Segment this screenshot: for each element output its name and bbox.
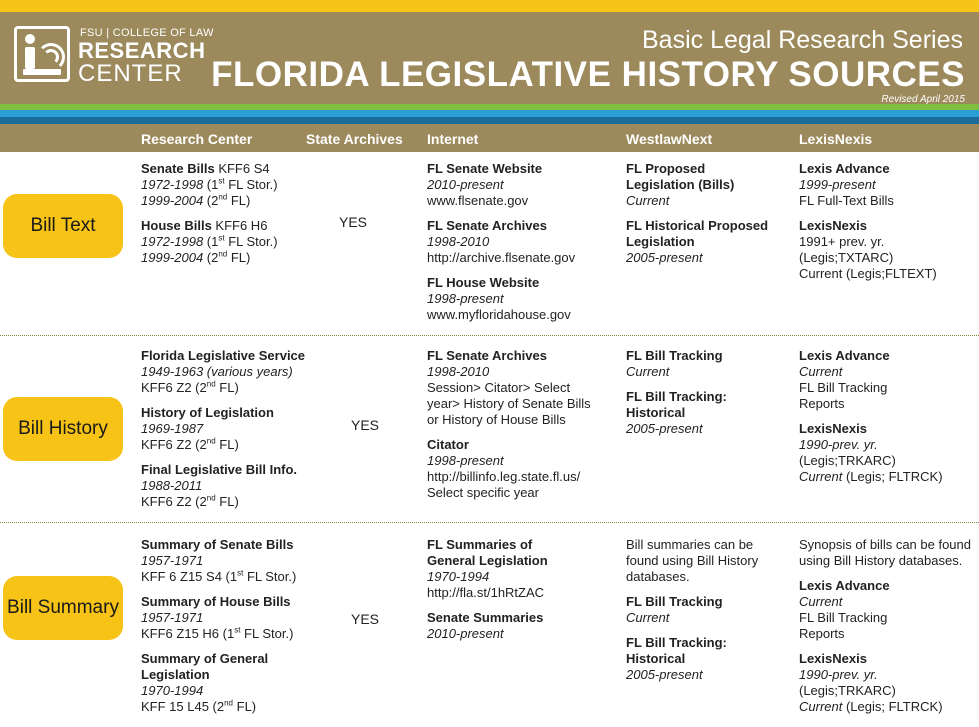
bill-history-westlawnext: FL Bill Tracking Current FL Bill Tracking: Historical 2005-present [626,348,727,436]
bill-text-internet: FL Senate Website 2010-present www.flsenate.gov FL Senate Archives 1998-2010 http://archive.flsenate.gov FL House Website 1998-present www.myfloridahouse.gov [427,161,617,323]
column-header-westlawnext: WestlawNext [626,131,713,147]
page-title: FLORIDA LEGISLATIVE HISTORY SOURCES [211,55,965,94]
column-header-research-center: Research Center [141,131,253,147]
bill-history-lexisnexis: Lexis Advance Current FL Bill Tracking Reports LexisNexis 1990-prev. yr. (Legis;TRKARC) Current (Legis; FLTRCK) [799,348,943,484]
bill-text-research-center: Senate Bills KFF6 S4 1972-1998 (1st FL Stor.) 1999-2004 (2nd FL) House Bills KFF6 H6 1972-1998 (1st FL Stor.) 1999-2004 (2nd FL) [141,161,278,265]
bill-summary-westlawnext: Bill summaries can be found using Bill History databases. FL Bill Tracking Current FL Bill Tracking: Historical 2005-present [626,537,759,682]
row-label-bill-text: Bill Text [3,194,123,258]
logo-center-text: CENTER [78,60,183,87]
url-link[interactable]: http://archive.flsenate.gov [427,250,576,265]
bill-summary-research-center: Summary of Senate Bills 1957-1971 KFF 6 Z15 S4 (1st FL Stor.) Summary of House Bills 1957-1971 KFF6 Z15 H6 (1st FL Stor.) Summary of General Legislation 1970-1994 KFF 15 L45 (2nd FL) [141,537,297,714]
bill-history-internet: FL Senate Archives 1998-2010 Session> Citator> Select year> History of Senate Bills or History of House Bills Citator 1998-present http://billinfo.leg.state.fl.us/ Select specific year [427,348,617,501]
bill-summary-internet: FL Summaries of General Legislation 1970-1994 http://fla.st/1hRtZAC Senate Summaries 2010-present [427,537,617,642]
bill-history-state-archives: YES [351,417,380,433]
url-link[interactable]: www.myfloridahouse.gov [427,307,571,322]
bill-text-westlawnext: FL Proposed Legislation (Bills) Current FL Historical Proposed Legislation 2005-present [626,161,769,265]
stripe-dark-blue [0,117,979,124]
column-header-lexisnexis: LexisNexis [799,131,873,147]
row-label-bill-summary: Bill Summary [3,576,123,640]
column-header-state-archives: State Archives [306,131,403,147]
bill-summary-state-archives: YES [351,611,380,627]
logo-college-text: FSU | COLLEGE OF LAW [80,27,214,39]
top-accent-bar [0,0,979,12]
url-link[interactable]: http://billinfo.leg.state.fl.us/ [427,469,581,484]
row-label-bill-history: Bill History [3,397,123,461]
column-header-internet: Internet [427,131,479,147]
bill-text-lexisnexis: Lexis Advance 1999-present FL Full-Text Bills LexisNexis 1991+ prev. yr. (Legis;TXTARC) Current (Legis;FLTEXT) [799,161,937,281]
bill-summary-lexisnexis: Synopsis of bills can be found using Bill History databases. Lexis Advance Current FL Bill Tracking Reports LexisNexis 1990-prev. yr. (Legis;TRKARC) Current (Legis; FLTRCK) [799,537,971,714]
bill-history-research-center: Florida Legislative Service 1949-1963 (various years) KFF6 Z2 (2nd FL) History of Legislation 1969-1987 KFF6 Z2 (2nd FL) Final Legislative Bill Info. 1988-2011 KFF6 Z2 (2nd FL) [141,348,306,509]
url-link[interactable]: http://fla.st/1hRtZAC [427,585,545,600]
stripe-blue [0,110,979,117]
url-link[interactable]: www.flsenate.gov [427,193,529,208]
revised-date: Revised April 2015 [881,94,965,105]
logo-research-text: RESEARCH [78,38,206,63]
bill-text-state-archives: YES [339,214,368,230]
research-center-logo-icon [14,26,70,82]
row-divider [0,335,979,336]
series-title: Basic Legal Research Series [642,26,963,54]
row-divider [0,522,979,523]
